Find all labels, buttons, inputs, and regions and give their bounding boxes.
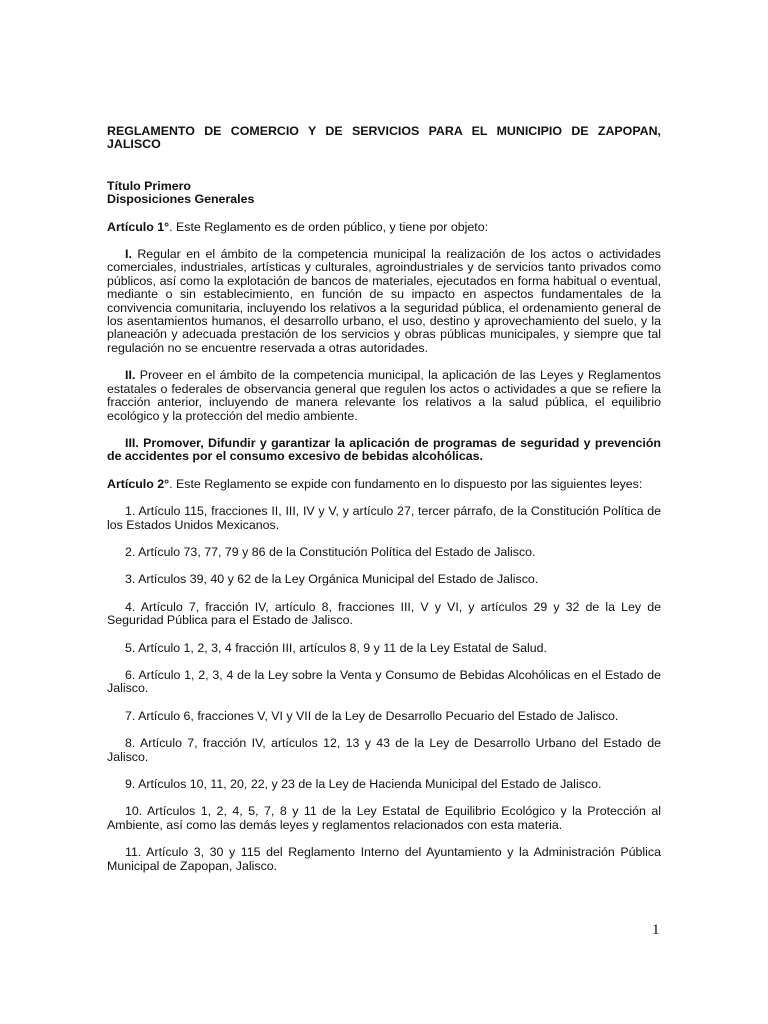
fraccion-ii: [107, 369, 661, 423]
titulo-primero: Título Primero: [107, 178, 191, 193]
ley-item: 7. Artículo 6, fracciones V, VI y VII de la Ley de Desarrollo Pecuario del Estado de Jalisco.: [125, 708, 619, 723]
titulo-heading: [107, 180, 661, 207]
document-title: REGLAMENTO DE COMERCIO Y DE SERVICIOS PARA EL MUNICIPIO DE ZAPOPAN, JALISCO: [107, 124, 661, 152]
document-page: [107, 125, 661, 873]
ley-item: 9. Artículos 10, 11, 20, 22, y 23 de la Ley de Hacienda Municipal del Estado de Jalisco.: [125, 777, 602, 791]
articulo-2-label: Artículo 2°: [107, 476, 170, 491]
ley-item: 4. Artículo 7, fracción IV, artículo 8, fracciones III, V y VI, y artículos 29 y 32 de la Ley de Seguridad Pública para el Estado de Jalisco.: [107, 599, 661, 628]
fraccion-iii-num: III.: [125, 435, 139, 450]
articulo-1-text: . Este Reglamento es de orden público, y tiene por objeto:: [169, 219, 489, 234]
fraccion-ii-num: II.: [125, 368, 136, 383]
ley-item: 5. Artículo 1, 2, 3, 4 fracción III, artículos 8, 9 y 11 de la Ley Estatal de Salud.: [125, 640, 547, 655]
page-number: 1: [652, 922, 660, 938]
ley-item: 8. Artículo 7, fracción IV, artículos 12, 13 y 43 de la Ley de Desarrollo Urbano del Estado de Jalisco.: [107, 736, 661, 764]
articulo-2: [107, 478, 661, 491]
ley-item: 11. Artículo 3, 30 y 115 del Reglamento Interno del Ayuntamiento y la Administración Pública Municipal de Zapopan, Jalisco.: [107, 845, 661, 873]
fraccion-iii: [107, 437, 661, 464]
articulo-1: [107, 221, 661, 234]
articulo-1-label: Artículo 1°: [107, 219, 170, 234]
fraccion-i-num: I.: [125, 247, 132, 262]
fraccion-iii-text: Promover, Difundir y garantizar la aplicación de programas de seguridad y prevención de accidentes por el consumo excesivo de bebidas alcohólicas.: [107, 435, 661, 464]
ley-item: 1. Artículo 115, fracciones II, III, IV y V, y artículo 27, tercer párrafo, de la Constitución Política de los Estados Unidos Mexicanos.: [107, 504, 661, 532]
ley-item: 6. Artículo 1, 2, 3, 4 de la Ley sobre la Venta y Consumo de Bebidas Alcohólicas en el Estado de Jalisco.: [107, 667, 661, 696]
fraccion-ii-text: Proveer en el ámbito de la competencia municipal, la aplicación de las Leyes y Reglamentos estatales o federales de observancia general que regulen los actos o actividades a que se refiere la fracción anterior, incluyendo de manera relevante los relativos a la salud pública, el equilibrio ecológico y la protección del medio ambiente.: [107, 368, 661, 423]
fraccion-i-text: Regular en el ámbito de la competencia municipal la realización de los actos o actividades comerciales, industriales, artísticas y culturales, agroindustriales y de servicios tanto privados como públicos, así como la explotación de bancos de materiales, ejecutados en forma habitual o eventual, mediante o sin establecimiento, en función de su impacto en aspectos fundamentales de la convivencia comunitaria, incluyendo los relativos a la seguridad pública, el ordenamiento general de los asentamientos humanos, el desarrollo urbano, el uso, destino y aprovechamiento del suelo, y la planeación y adecuada prestación de los servicios y obras públicas municipales, y siempre que tal regulación no se encuentre reservada a otras autoridades.: [107, 247, 661, 355]
disposiciones-generales: Disposiciones Generales: [107, 192, 255, 207]
ley-item: 3. Artículos 39, 40 y 62 de la Ley Orgánica Municipal del Estado de Jalisco.: [125, 572, 539, 587]
fraccion-i: [107, 248, 661, 355]
ley-item: 10. Artículos 1, 2, 4, 5, 7, 8 y 11 de la Ley Estatal de Equilibrio Ecológico y la Protección al Ambiente, así como las demás leyes y reglamentos relacionados con esta materia.: [107, 804, 661, 832]
articulo-2-text: . Este Reglamento se expide con fundamento en lo dispuesto por las siguientes leyes:: [169, 476, 643, 491]
ley-item: 2. Artículo 73, 77, 79 y 86 de la Constitución Política del Estado de Jalisco.: [125, 544, 536, 559]
